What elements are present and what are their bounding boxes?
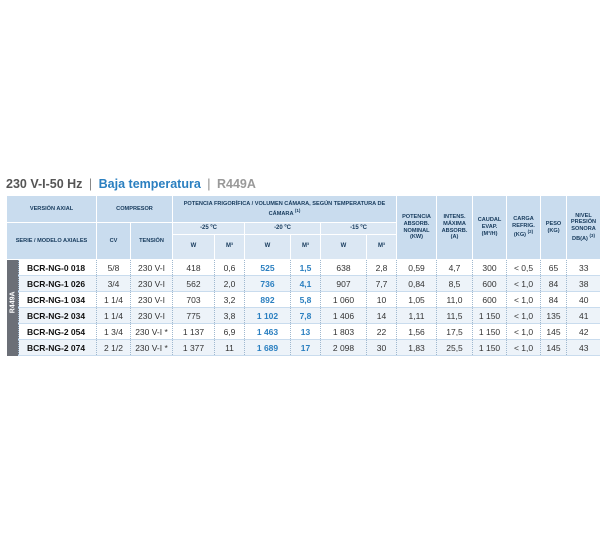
- amps-cell: 4,7: [437, 260, 473, 276]
- kw-cell: 0,84: [397, 276, 437, 292]
- table-title: [6, 177, 256, 191]
- title-separator: |: [88, 177, 93, 191]
- table-row: [7, 292, 600, 308]
- header-w: W: [245, 235, 291, 260]
- header-charge: CARGA REFRIG. (KG) $^{(2)}$: [507, 196, 541, 260]
- charge-cell: < 1,0: [507, 324, 541, 340]
- kw-cell: 1,11: [397, 308, 437, 324]
- m15-cell: 22: [367, 324, 397, 340]
- table-row: [7, 276, 600, 292]
- sound-cell: 43: [567, 340, 600, 356]
- flow-cell: 1 150: [473, 340, 507, 356]
- amps-cell: 25,5: [437, 340, 473, 356]
- model-cell: BCR-NG-2 074: [19, 340, 97, 356]
- w15-cell: 638: [321, 260, 367, 276]
- w20-cell: 1 102: [245, 308, 291, 324]
- table-row: [7, 340, 600, 356]
- header-temp-15: -15 ºC: [321, 223, 397, 235]
- m20-cell: 7,8: [291, 308, 321, 324]
- flow-cell: 1 150: [473, 308, 507, 324]
- m25-cell: 3,2: [215, 292, 245, 308]
- model-cell: BCR-NG-1 026: [19, 276, 97, 292]
- m15-cell: 10: [367, 292, 397, 308]
- table-row: [7, 324, 600, 340]
- flow-cell: 300: [473, 260, 507, 276]
- weight-cell: 135: [541, 308, 567, 324]
- w15-cell: 2 098: [321, 340, 367, 356]
- model-cell: BCR-NG-1 034: [19, 292, 97, 308]
- voltage-cell: 230 V-I *: [131, 324, 173, 340]
- cv-cell: 1 3/4: [97, 324, 131, 340]
- header-nominal-power: POTENCIA ABSORB. NOMINAL (KW): [397, 196, 437, 260]
- kw-cell: 1,56: [397, 324, 437, 340]
- weight-cell: 84: [541, 276, 567, 292]
- weight-cell: 145: [541, 340, 567, 356]
- charge-cell: < 0,5: [507, 260, 541, 276]
- w15-cell: 1 803: [321, 324, 367, 340]
- w25-cell: 703: [173, 292, 215, 308]
- m20-cell: 13: [291, 324, 321, 340]
- flow-cell: 600: [473, 276, 507, 292]
- title-separator: |: [207, 177, 211, 191]
- w20-cell: 892: [245, 292, 291, 308]
- w25-cell: 562: [173, 276, 215, 292]
- header-series: SERIE / MODELO AXIALES: [7, 223, 97, 260]
- sound-cell: 41: [567, 308, 600, 324]
- w25-cell: 775: [173, 308, 215, 324]
- w25-cell: 1 137: [173, 324, 215, 340]
- kw-cell: 0,59: [397, 260, 437, 276]
- m20-cell: 17: [291, 340, 321, 356]
- cv-cell: 1 1/4: [97, 308, 131, 324]
- charge-cell: < 1,0: [507, 308, 541, 324]
- weight-cell: 84: [541, 292, 567, 308]
- m15-cell: 7,7: [367, 276, 397, 292]
- header-evap-flow: CAUDAL EVAP. (M³/H): [473, 196, 507, 260]
- title-temperature: Baja temperatura: [98, 177, 201, 191]
- w15-cell: 1 406: [321, 308, 367, 324]
- header-m3: M³: [367, 235, 397, 260]
- header-voltage: TENSIÓN: [131, 223, 173, 260]
- m15-cell: 2,8: [367, 260, 397, 276]
- cv-cell: 5/8: [97, 260, 131, 276]
- voltage-cell: 230 V-I *: [131, 340, 173, 356]
- specification-table: [6, 195, 600, 356]
- sound-cell: 40: [567, 292, 600, 308]
- header-sound: NIVEL PRESIÓN SONORA DB(A) $^{(3)}$: [567, 196, 600, 260]
- voltage-cell: 230 V-I: [131, 308, 173, 324]
- w20-cell: 1 689: [245, 340, 291, 356]
- amps-cell: 8,5: [437, 276, 473, 292]
- w15-cell: 1 060: [321, 292, 367, 308]
- sound-cell: 38: [567, 276, 600, 292]
- amps-cell: 11,5: [437, 308, 473, 324]
- w20-cell: 736: [245, 276, 291, 292]
- m25-cell: 0,6: [215, 260, 245, 276]
- header-w: W: [173, 235, 215, 260]
- voltage-cell: 230 V-I: [131, 292, 173, 308]
- header-compressor: COMPRESOR: [97, 196, 173, 223]
- w15-cell: 907: [321, 276, 367, 292]
- amps-cell: 11,0: [437, 292, 473, 308]
- model-cell: BCR-NG-2 054: [19, 324, 97, 340]
- table-row: [7, 260, 600, 276]
- header-power: POTENCIA FRIGORÍFICA / VOLUMEN CÁMARA, SEGÚN TEMPERATURA DE CÁMARA $^{(1)}$: [173, 196, 397, 223]
- m15-cell: 14: [367, 308, 397, 324]
- table-row: [7, 308, 600, 324]
- header-weight: PESO (KG): [541, 196, 567, 260]
- m25-cell: 2,0: [215, 276, 245, 292]
- header-temp-20: -20 ºC: [245, 223, 321, 235]
- m15-cell: 30: [367, 340, 397, 356]
- w20-cell: 525: [245, 260, 291, 276]
- header-m3: M³: [215, 235, 245, 260]
- m25-cell: 11: [215, 340, 245, 356]
- m25-cell: 6,9: [215, 324, 245, 340]
- w20-cell: 1 463: [245, 324, 291, 340]
- cv-cell: 1 1/4: [97, 292, 131, 308]
- m20-cell: 5,8: [291, 292, 321, 308]
- model-cell: BCR-NG-0 018: [19, 260, 97, 276]
- weight-cell: 145: [541, 324, 567, 340]
- charge-cell: < 1,0: [507, 292, 541, 308]
- charge-cell: < 1,0: [507, 276, 541, 292]
- header-m3: M³: [291, 235, 321, 260]
- model-cell: BCR-NG-2 034: [19, 308, 97, 324]
- flow-cell: 600: [473, 292, 507, 308]
- charge-cell: < 1,0: [507, 340, 541, 356]
- kw-cell: 1,83: [397, 340, 437, 356]
- kw-cell: 1,05: [397, 292, 437, 308]
- title-voltage: 230 V-I-50 Hz: [6, 177, 83, 191]
- header-temp-25: -25 ºC: [173, 223, 245, 235]
- w25-cell: 418: [173, 260, 215, 276]
- cv-cell: 2 1/2: [97, 340, 131, 356]
- header-w: W: [321, 235, 367, 260]
- refrigerant-side-label: R449A: [7, 260, 19, 356]
- cv-cell: 3/4: [97, 276, 131, 292]
- title-refrigerant: R449A: [217, 177, 256, 191]
- m20-cell: 1,5: [291, 260, 321, 276]
- weight-cell: 65: [541, 260, 567, 276]
- m20-cell: 4,1: [291, 276, 321, 292]
- sound-cell: 42: [567, 324, 600, 340]
- header-cv: CV: [97, 223, 131, 260]
- voltage-cell: 230 V-I: [131, 276, 173, 292]
- amps-cell: 17,5: [437, 324, 473, 340]
- header-max-current: INTENS. MÁXIMA ABSORB. (A): [437, 196, 473, 260]
- sound-cell: 33: [567, 260, 600, 276]
- voltage-cell: 230 V-I: [131, 260, 173, 276]
- m25-cell: 3,8: [215, 308, 245, 324]
- header-version: VERSIÓN AXIAL: [7, 196, 97, 223]
- flow-cell: 1 150: [473, 324, 507, 340]
- w25-cell: 1 377: [173, 340, 215, 356]
